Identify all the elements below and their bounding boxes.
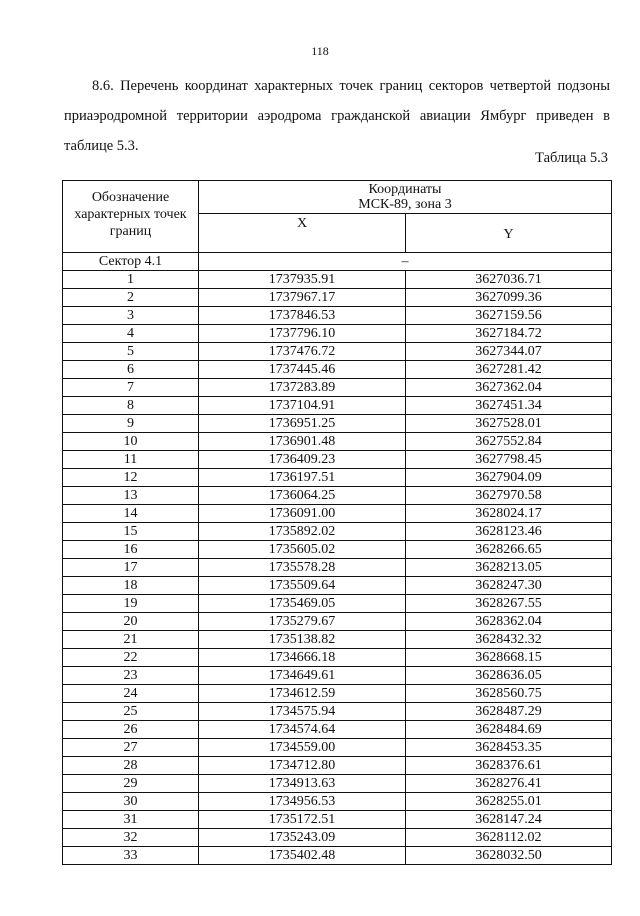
x-value: 1734559.00 [199,739,406,757]
y-value: 3628560.75 [406,685,612,703]
y-value: 3628487.29 [406,703,612,721]
x-value: 1735243.09 [199,829,406,847]
point-number: 9 [63,415,199,433]
x-value: 1737796.10 [199,325,406,343]
x-value: 1736197.51 [199,469,406,487]
y-value: 3628247.30 [406,577,612,595]
table-row [63,829,612,847]
table-row [63,721,612,739]
point-number: 10 [63,433,199,451]
point-number: 28 [63,757,199,775]
x-value: 1734712.80 [199,757,406,775]
point-number: 33 [63,847,199,865]
table-row [63,577,612,595]
point-number: 16 [63,541,199,559]
table-row [63,793,612,811]
y-value: 3628453.35 [406,739,612,757]
x-value: 1734575.94 [199,703,406,721]
table-row [63,397,612,415]
table-row [63,523,612,541]
point-number: 2 [63,289,199,307]
table-row [63,307,612,325]
point-number: 19 [63,595,199,613]
table-row [63,757,612,775]
header-coordinates-title: Координаты [368,182,442,197]
header-designation: Обозначение характерных точек границ [63,181,199,253]
point-number: 22 [63,649,199,667]
intro-paragraph: 8.6. Перечень координат характерных точек границ секторов четвертой подзоны приаэродромной территории аэродрома гражданской авиации Ямбург приведен в таблице 5.3. [64,78,610,154]
x-value: 1737846.53 [199,307,406,325]
x-value: 1737283.89 [199,379,406,397]
header-coordinates-system: МСК-89, зона 3 [358,197,452,212]
point-number: 5 [63,343,199,361]
x-value: 1735892.02 [199,523,406,541]
header-coordinates [199,181,612,214]
y-value: 3627281.42 [406,361,612,379]
y-value: 3627036.71 [406,271,612,289]
table-row [63,775,612,793]
y-value: 3627970.58 [406,487,612,505]
y-value: 3627552.84 [406,433,612,451]
x-value: 1735469.05 [199,595,406,613]
point-number: 7 [63,379,199,397]
y-value: 3627528.01 [406,415,612,433]
x-value: 1737935.91 [199,271,406,289]
table-row [63,415,612,433]
point-number: 21 [63,631,199,649]
x-value: 1735172.51 [199,811,406,829]
point-number: 12 [63,469,199,487]
sector-dash: – [199,253,612,271]
x-value: 1736091.00 [199,505,406,523]
x-value: 1735138.82 [199,631,406,649]
point-number: 25 [63,703,199,721]
x-value: 1736409.23 [199,451,406,469]
y-value: 3628376.61 [406,757,612,775]
x-value: 1737104.91 [199,397,406,415]
x-value: 1735578.28 [199,559,406,577]
y-value: 3628255.01 [406,793,612,811]
point-number: 30 [63,793,199,811]
point-number: 3 [63,307,199,325]
x-value: 1735509.64 [199,577,406,595]
table-row [63,379,612,397]
x-value: 1737445.46 [199,361,406,379]
point-number: 24 [63,685,199,703]
table-row [63,667,612,685]
table-row [63,469,612,487]
table-row [63,505,612,523]
y-value: 3627798.45 [406,451,612,469]
table-caption: Таблица 5.3 [535,150,608,166]
y-value: 3628432.32 [406,631,612,649]
table-row [63,649,612,667]
x-value: 1734649.61 [199,667,406,685]
table-body [63,253,612,865]
x-value: 1736064.25 [199,487,406,505]
y-value: 3628267.55 [406,595,612,613]
point-number: 18 [63,577,199,595]
x-value: 1736951.25 [199,415,406,433]
y-value: 3628147.24 [406,811,612,829]
point-number: 31 [63,811,199,829]
table-row [63,289,612,307]
point-number: 13 [63,487,199,505]
header-x: X [199,214,406,253]
coordinates-table [62,180,612,865]
y-value: 3628213.05 [406,559,612,577]
header-y: Y [406,214,612,253]
y-value: 3627099.36 [406,289,612,307]
point-number: 1 [63,271,199,289]
point-number: 15 [63,523,199,541]
point-number: 27 [63,739,199,757]
point-number: 29 [63,775,199,793]
point-number: 17 [63,559,199,577]
table-row [63,847,612,865]
point-number: 23 [63,667,199,685]
y-value: 3628266.65 [406,541,612,559]
table-row [63,487,612,505]
x-value: 1735402.48 [199,847,406,865]
x-value: 1735279.67 [199,613,406,631]
y-value: 3627451.34 [406,397,612,415]
x-value: 1734666.18 [199,649,406,667]
y-value: 3628668.15 [406,649,612,667]
table-row [63,613,612,631]
sector-label: Сектор 4.1 [63,253,199,271]
point-number: 20 [63,613,199,631]
y-value: 3627159.56 [406,307,612,325]
x-value: 1737476.72 [199,343,406,361]
table-row [63,541,612,559]
table-row [63,595,612,613]
y-value: 3627184.72 [406,325,612,343]
table-row [63,271,612,289]
point-number: 32 [63,829,199,847]
table-row [63,685,612,703]
table-row [63,325,612,343]
y-value: 3627344.07 [406,343,612,361]
y-value: 3628032.50 [406,847,612,865]
x-value: 1737967.17 [199,289,406,307]
point-number: 4 [63,325,199,343]
point-number: 11 [63,451,199,469]
sector-row [63,253,612,271]
point-number: 6 [63,361,199,379]
table-row [63,811,612,829]
point-number: 14 [63,505,199,523]
table-row [63,631,612,649]
y-value: 3628362.04 [406,613,612,631]
table-row [63,343,612,361]
x-value: 1734913.63 [199,775,406,793]
y-value: 3627904.09 [406,469,612,487]
x-value: 1734612.59 [199,685,406,703]
table-row [63,703,612,721]
x-value: 1734574.64 [199,721,406,739]
y-value: 3628024.17 [406,505,612,523]
x-value: 1734956.53 [199,793,406,811]
x-value: 1736901.48 [199,433,406,451]
table-row [63,361,612,379]
y-value: 3628484.69 [406,721,612,739]
table-row [63,559,612,577]
y-value: 3627362.04 [406,379,612,397]
page-number: 118 [311,44,329,58]
point-number: 26 [63,721,199,739]
table-row [63,739,612,757]
y-value: 3628636.05 [406,667,612,685]
table-row [63,433,612,451]
x-value: 1735605.02 [199,541,406,559]
y-value: 3628276.41 [406,775,612,793]
point-number: 8 [63,397,199,415]
y-value: 3628123.46 [406,523,612,541]
table-row [63,451,612,469]
y-value: 3628112.02 [406,829,612,847]
